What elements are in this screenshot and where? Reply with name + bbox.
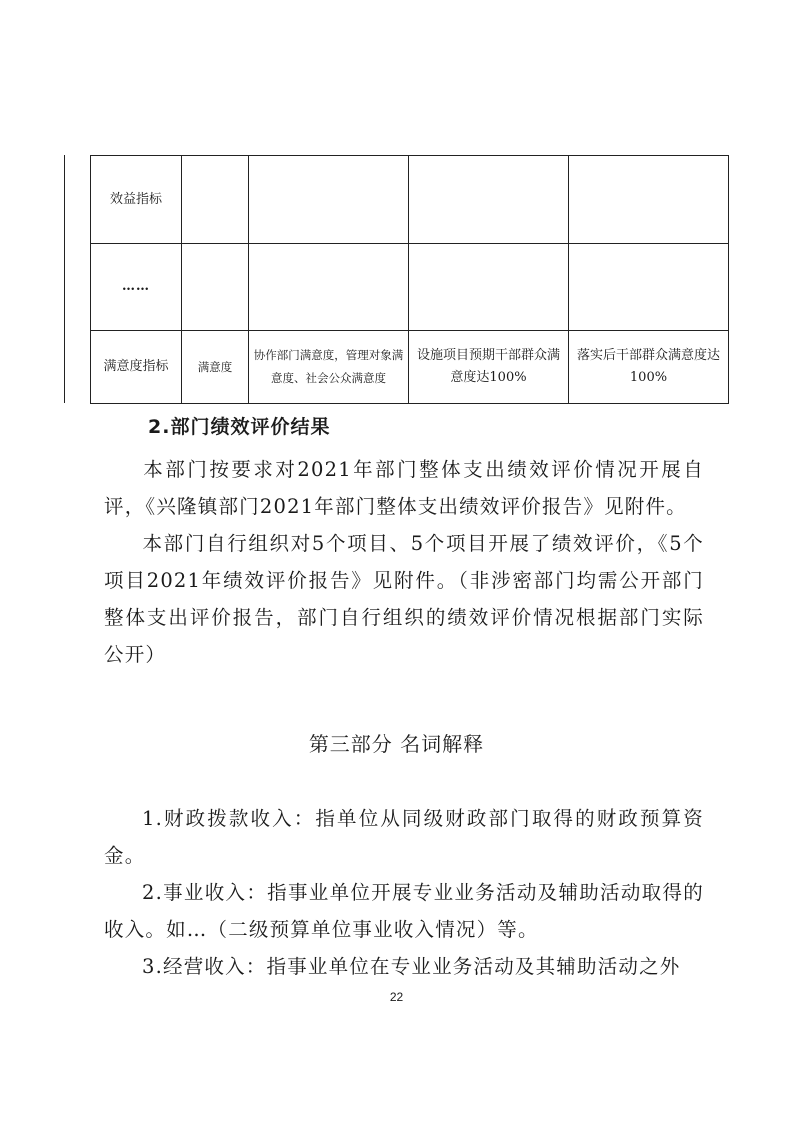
table-cell: 满意度	[182, 331, 249, 404]
part-title: 第三部分 名词解释	[308, 732, 485, 756]
table-cell	[569, 244, 729, 331]
page-number: 22	[389, 990, 404, 1004]
table-row	[91, 331, 729, 404]
paragraph-text: 本部门自行组织对5个项目、5个项目开展了绩效评价，《5个项目2021年绩效评价报告》见附件。（非涉密部门均需公开部门整体支出评价报告，部门自行组织的绩效评价情况根据部门实际公开）	[104, 532, 704, 666]
table-row	[91, 244, 729, 331]
table-cell	[249, 156, 409, 244]
table-cell: 落实后干部群众满意度达100%	[569, 331, 729, 404]
definition-item	[104, 948, 704, 985]
table-cell	[182, 244, 249, 331]
performance-table-fragment	[64, 155, 728, 403]
table-cell: 设施项目预期干部群众满意度达100%	[409, 331, 569, 404]
definition-item	[104, 874, 704, 948]
table-cell	[409, 244, 569, 331]
table-cell: 满意度指标	[91, 331, 182, 404]
table-row	[91, 156, 729, 244]
definition-text: 1.财政拨款收入：指单位从同级财政部门取得的财政预算资金。	[104, 807, 704, 867]
table-cell: 效益指标	[91, 156, 182, 244]
paragraph	[104, 451, 704, 525]
definition-item	[104, 800, 704, 874]
paragraph	[104, 525, 704, 673]
definition-text: 2.事业收入：指事业单位开展专业业务活动及辅助活动取得的收入。如…（二级预算单位事业收入情况）等。	[104, 881, 704, 941]
table-cell: 协作部门满意度，管理对象满意度、社会公众满意度	[249, 331, 409, 404]
paragraph-text: 本部门按要求对2021年部门整体支出绩效评价情况开展自评，《兴隆镇部门2021年部门整体支出绩效评价报告》见附件。	[104, 458, 704, 518]
table-outer-left-border	[64, 155, 65, 403]
table-cell: ……	[91, 244, 182, 331]
table-cell	[182, 156, 249, 244]
table-cell	[249, 244, 409, 331]
section-heading: 2.部门绩效评价结果	[148, 416, 331, 438]
table-cell	[409, 156, 569, 244]
performance-indicator-table	[90, 155, 729, 404]
table-cell	[569, 156, 729, 244]
definition-text: 3.经营收入：指事业单位在专业业务活动及其辅助活动之外	[142, 955, 681, 978]
